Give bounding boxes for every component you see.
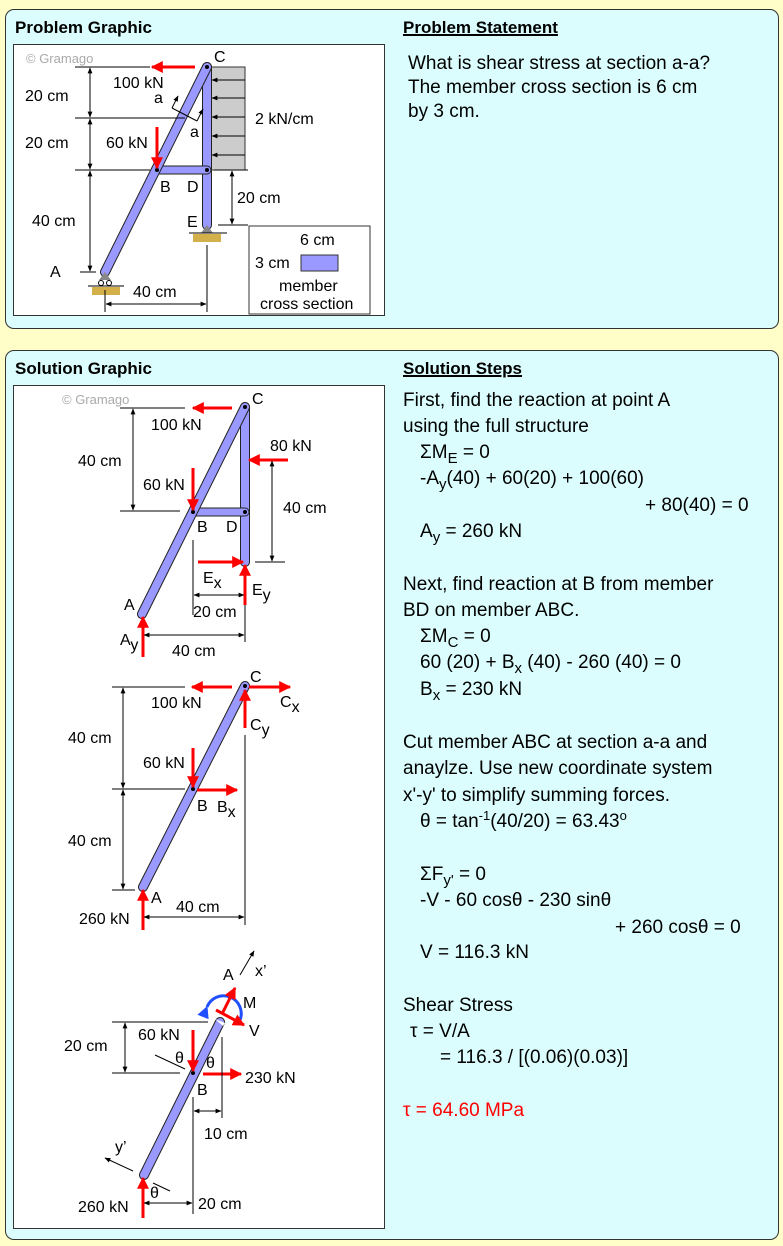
- point-a-label: A: [50, 264, 61, 281]
- dimension-label: 40 cm: [32, 213, 76, 230]
- dimension-label: 20 cm: [237, 190, 281, 207]
- dimension-label: 10 cm: [204, 1126, 248, 1143]
- step-equation: $-A_y(40) + 60(20) + 100(60)$: [420, 468, 645, 493]
- step-result: $A_y = 260$ kN: [420, 521, 523, 546]
- step-text: BD on member ABC.: [403, 600, 580, 621]
- watermark: © Gramago: [26, 51, 94, 66]
- step-equation: $\Sigma M_C = 0$: [420, 626, 491, 651]
- step-equation: = 116.3 / [(0.06)(0.03)]: [440, 1047, 629, 1068]
- cross-section-height: 3 cm: [255, 255, 290, 272]
- force-60kn-label: 60 kN: [138, 1027, 180, 1044]
- dimension-label: 40 cm: [133, 284, 177, 301]
- dimension-label: 40 cm: [172, 643, 216, 660]
- point-c-label: C: [252, 391, 264, 408]
- reaction-bx-label: Bx: [217, 799, 236, 821]
- y-prime-label: y’: [115, 1139, 127, 1156]
- problem-diagram: [14, 45, 386, 317]
- final-answer: τ = 64.60 MPa: [403, 1100, 525, 1121]
- fig2-member: [143, 684, 247, 887]
- fig3-dimension-lines: [105, 951, 257, 1214]
- x-prime-axis-arrow: [240, 951, 254, 975]
- dimension-label: 40 cm: [176, 899, 220, 916]
- dimension-label: 20 cm: [198, 1196, 242, 1213]
- theta-label: θ: [150, 1185, 159, 1202]
- reaction-cx-label: Cx: [280, 694, 300, 716]
- section-a-label: a: [190, 124, 199, 141]
- statement-line: by 3 cm.: [408, 101, 480, 122]
- step-result: V = 116.3 kN: [420, 942, 529, 963]
- reaction-ey-label: Ey: [252, 582, 271, 604]
- solution-graphic: [13, 385, 385, 1229]
- step-text: using the full structure: [403, 416, 589, 437]
- point-b-label: B: [197, 798, 208, 815]
- solution-diagram: [14, 386, 386, 1230]
- force-260kn-label: 260 kN: [79, 911, 130, 928]
- support-a-roller-icon: [88, 272, 124, 295]
- point-a-label: A: [124, 597, 135, 614]
- theta-label: θ: [175, 1050, 184, 1067]
- section-a-label: a: [154, 90, 163, 107]
- point-c-label: C: [214, 49, 226, 66]
- step-equation: $\Sigma M_E = 0$: [420, 442, 490, 467]
- force-100kn-label: 100 kN: [113, 75, 164, 92]
- cross-section-caption: cross section: [260, 296, 354, 313]
- point-b-label: B: [197, 519, 208, 536]
- dimension-label: 20 cm: [25, 88, 69, 105]
- dimension-label: 40 cm: [78, 453, 122, 470]
- section-a-label: A: [223, 967, 234, 984]
- cross-section-width: 6 cm: [300, 232, 335, 249]
- cross-section-caption: member: [279, 278, 338, 295]
- reaction-ex-label: Ex: [203, 570, 222, 592]
- step-equation: τ = V/A: [410, 1021, 470, 1042]
- statement-line: The member cross section is 6 cm: [408, 77, 698, 98]
- point-e-label: E: [187, 214, 198, 231]
- point-d-label: D: [226, 519, 238, 536]
- point-b-label: B: [197, 1082, 208, 1099]
- force-230kn-label: 230 kN: [245, 1070, 296, 1087]
- force-60kn-label: 60 kN: [106, 135, 148, 152]
- force-100kn-label: 100 kN: [151, 695, 202, 712]
- distributed-load-label: 2 kN/cm: [255, 111, 314, 128]
- step-equation: + 260 cosθ = 0: [615, 917, 741, 938]
- point-c-label: C: [250, 669, 262, 686]
- point-b-label: B: [160, 179, 171, 196]
- step-text: anaylze. Use new coordinate system: [403, 758, 713, 779]
- step-text: First, find the reaction at point A: [403, 390, 671, 411]
- step-text: Shear Stress: [403, 995, 513, 1016]
- step-result: $B_x = 230$ kN: [420, 679, 523, 704]
- x-prime-label: x’: [255, 963, 267, 980]
- step-equation: + 80(40) = 0: [645, 495, 749, 516]
- point-d-label: D: [187, 179, 199, 196]
- solution-graphic-title: Solution Graphic: [15, 359, 152, 378]
- moment-m-label: M: [243, 995, 257, 1012]
- force-60kn-label: 60 kN: [143, 755, 185, 772]
- y-prime-axis-arrow: [105, 1158, 133, 1171]
- problem-graphic-title: Problem Graphic: [15, 18, 152, 37]
- solution-steps-title: Solution Steps: [403, 359, 522, 378]
- dimension-label: 40 cm: [283, 500, 327, 517]
- force-100kn-label: 100 kN: [151, 417, 202, 434]
- step-text: Cut member ABC at section a-a and: [403, 732, 708, 753]
- force-80kn-label: 80 kN: [270, 438, 312, 455]
- reaction-ay-label: Ay: [120, 632, 139, 654]
- step-equation: -V - 60 cosθ - 230 sinθ: [420, 890, 612, 911]
- statement-line: What is shear stress at section a-a?: [408, 53, 711, 74]
- dimension-label: 20 cm: [64, 1038, 108, 1055]
- cross-section-shape: [301, 255, 338, 271]
- problem-statement-title: Problem Statement: [403, 18, 558, 37]
- theta-label: θ: [206, 1055, 215, 1072]
- watermark: © Gramago: [62, 392, 130, 407]
- dimension-label: 20 cm: [25, 135, 69, 152]
- force-60kn-label: 60 kN: [143, 477, 185, 494]
- shear-v-label: V: [249, 1023, 260, 1040]
- dimension-label: 40 cm: [68, 730, 112, 747]
- step-equation: 60 $(20) + B_x$ (40) - 260 (40) = 0: [420, 652, 681, 677]
- step-equation: $\theta = \tan^{-1}(40/20) = 63.43^o$: [420, 808, 627, 832]
- step-equation: $\Sigma F_{y'} = 0$: [420, 864, 486, 889]
- point-a-label: A: [151, 890, 162, 907]
- dimension-label: 20 cm: [193, 604, 237, 621]
- dimension-label: 40 cm: [68, 833, 112, 850]
- step-text: Next, find reaction at B from member: [403, 574, 714, 595]
- problem-graphic: [13, 44, 385, 316]
- reaction-cy-label: Cy: [250, 717, 270, 739]
- step-text: x'-y' to simplify summing forces.: [403, 785, 670, 806]
- force-260kn-label: 260 kN: [78, 1199, 129, 1216]
